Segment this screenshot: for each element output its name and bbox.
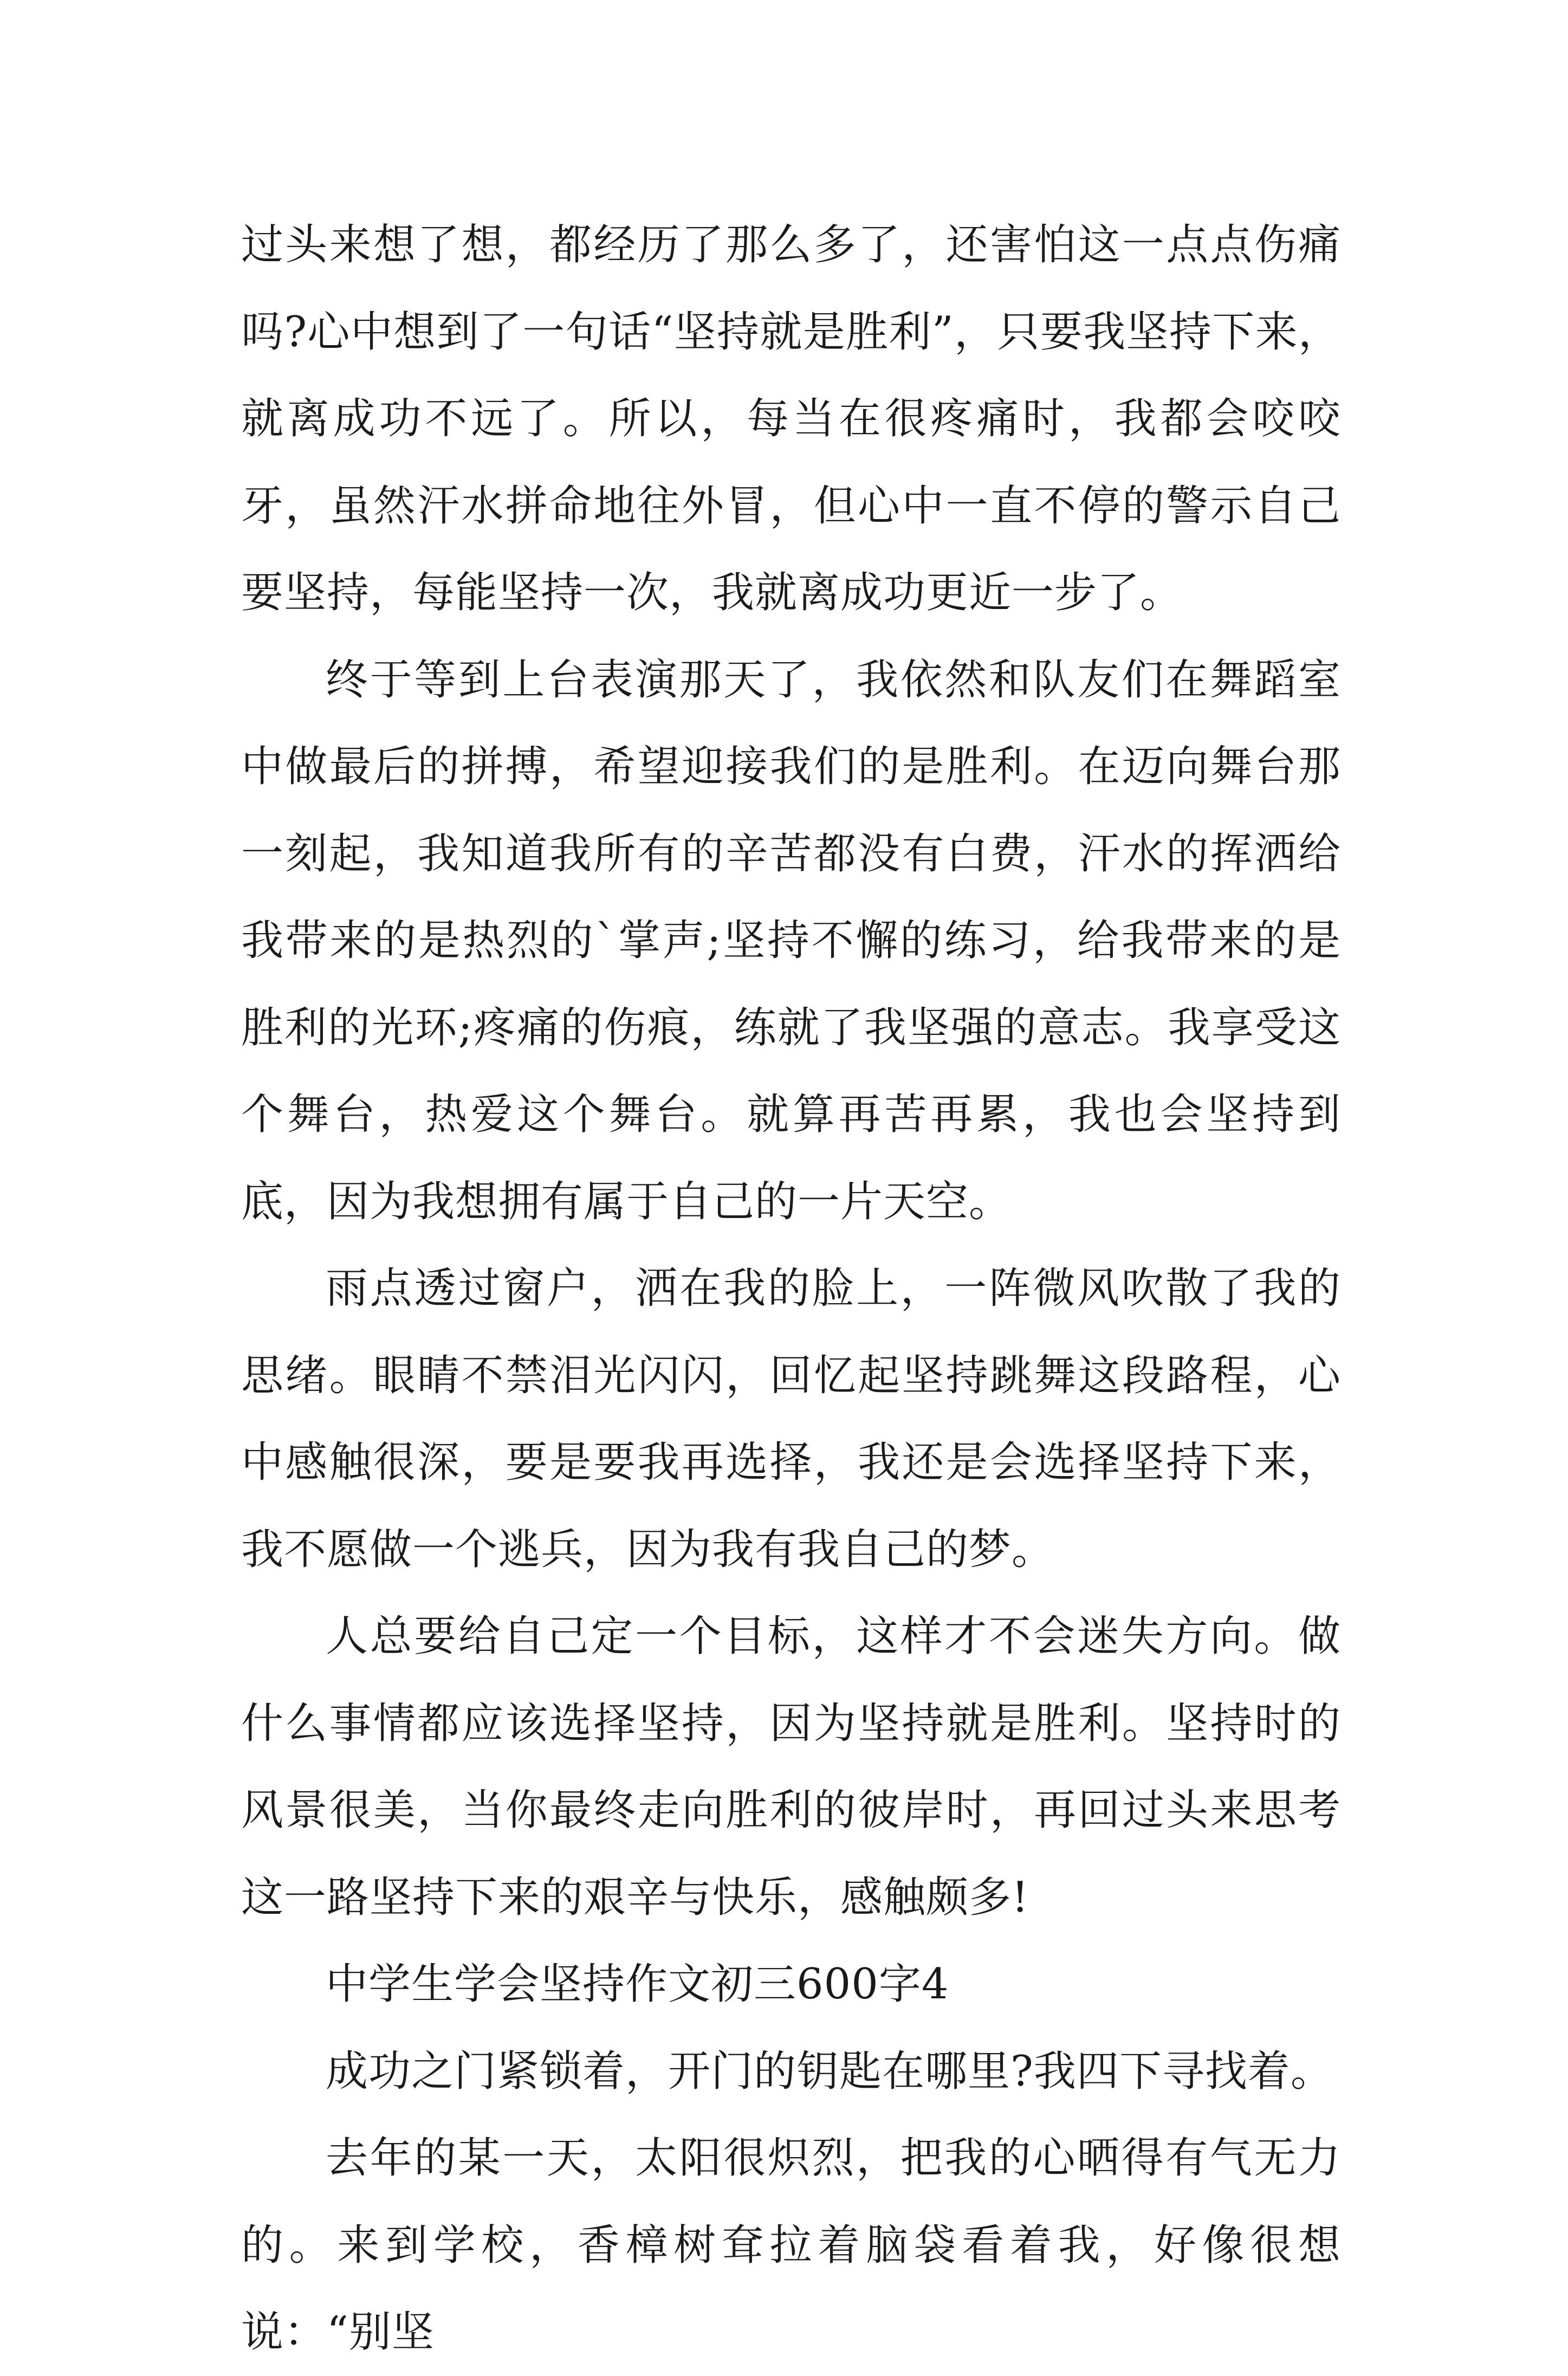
- document-body: [241, 202, 1341, 2376]
- paragraph: 成功之门紧锁着，开门的钥匙在哪里?我四下寻找着。: [326, 2047, 1333, 2096]
- paragraph: 人总要给自己定一个目标，这样才不会迷失方向。做什么事情都应该选择坚持，因为坚持就是胜利。坚持时的风景很美，当你最终走向胜利的彼岸时，再回过头来思考这一路坚持下来的艰辛与快乐，感触颇多!: [241, 1612, 1341, 1922]
- paragraph: 雨点透过窗户，洒在我的脸上，一阵微风吹散了我的思绪。眼睛不禁泪光闪闪，回忆起坚持跳舞这段路程，心中感触很深，要是要我再选择，我还是会选择坚持下来，我不愿做一个逃兵，因为我有我自己的梦。: [241, 1264, 1341, 1574]
- essay-title: 中学生学会坚持作文初三600字4: [326, 1960, 949, 2009]
- paragraph: 去年的某一天，太阳很炽烈，把我的心晒得有气无力的。来到学校，香樟树耷拉着脑袋看着我，好像很想说：“别坚: [241, 2134, 1341, 2356]
- paragraph: 终于等到上台表演那天了，我依然和队友们在舞蹈室中做最后的拼搏，希望迎接我们的是胜利。在迈向舞台那一刻起，我知道我所有的辛苦都没有白费，汗水的挥洒给我带来的是热烈的`掌声;坚持不懈的练习，给我带来的是胜利的光环;疼痛的伤痕，练就了我坚强的意志。我享受这个舞台，热爱这个舞台。就算再苦再累，我也会坚持到底，因为我想拥有属于自己的一片天空。: [241, 655, 1341, 1226]
- paragraph-continuation: 过头来想了想，都经历了那么多了，还害怕这一点点伤痛吗?心中想到了一句话“坚持就是胜利”，只要我坚持下来，就离成功不远了。所以，每当在很疼痛时，我都会咬咬牙，虽然汗水拼命地往外冒，但心中一直不停的警示自己要坚持，每能坚持一次，我就离成功更近一步了。: [241, 221, 1341, 617]
